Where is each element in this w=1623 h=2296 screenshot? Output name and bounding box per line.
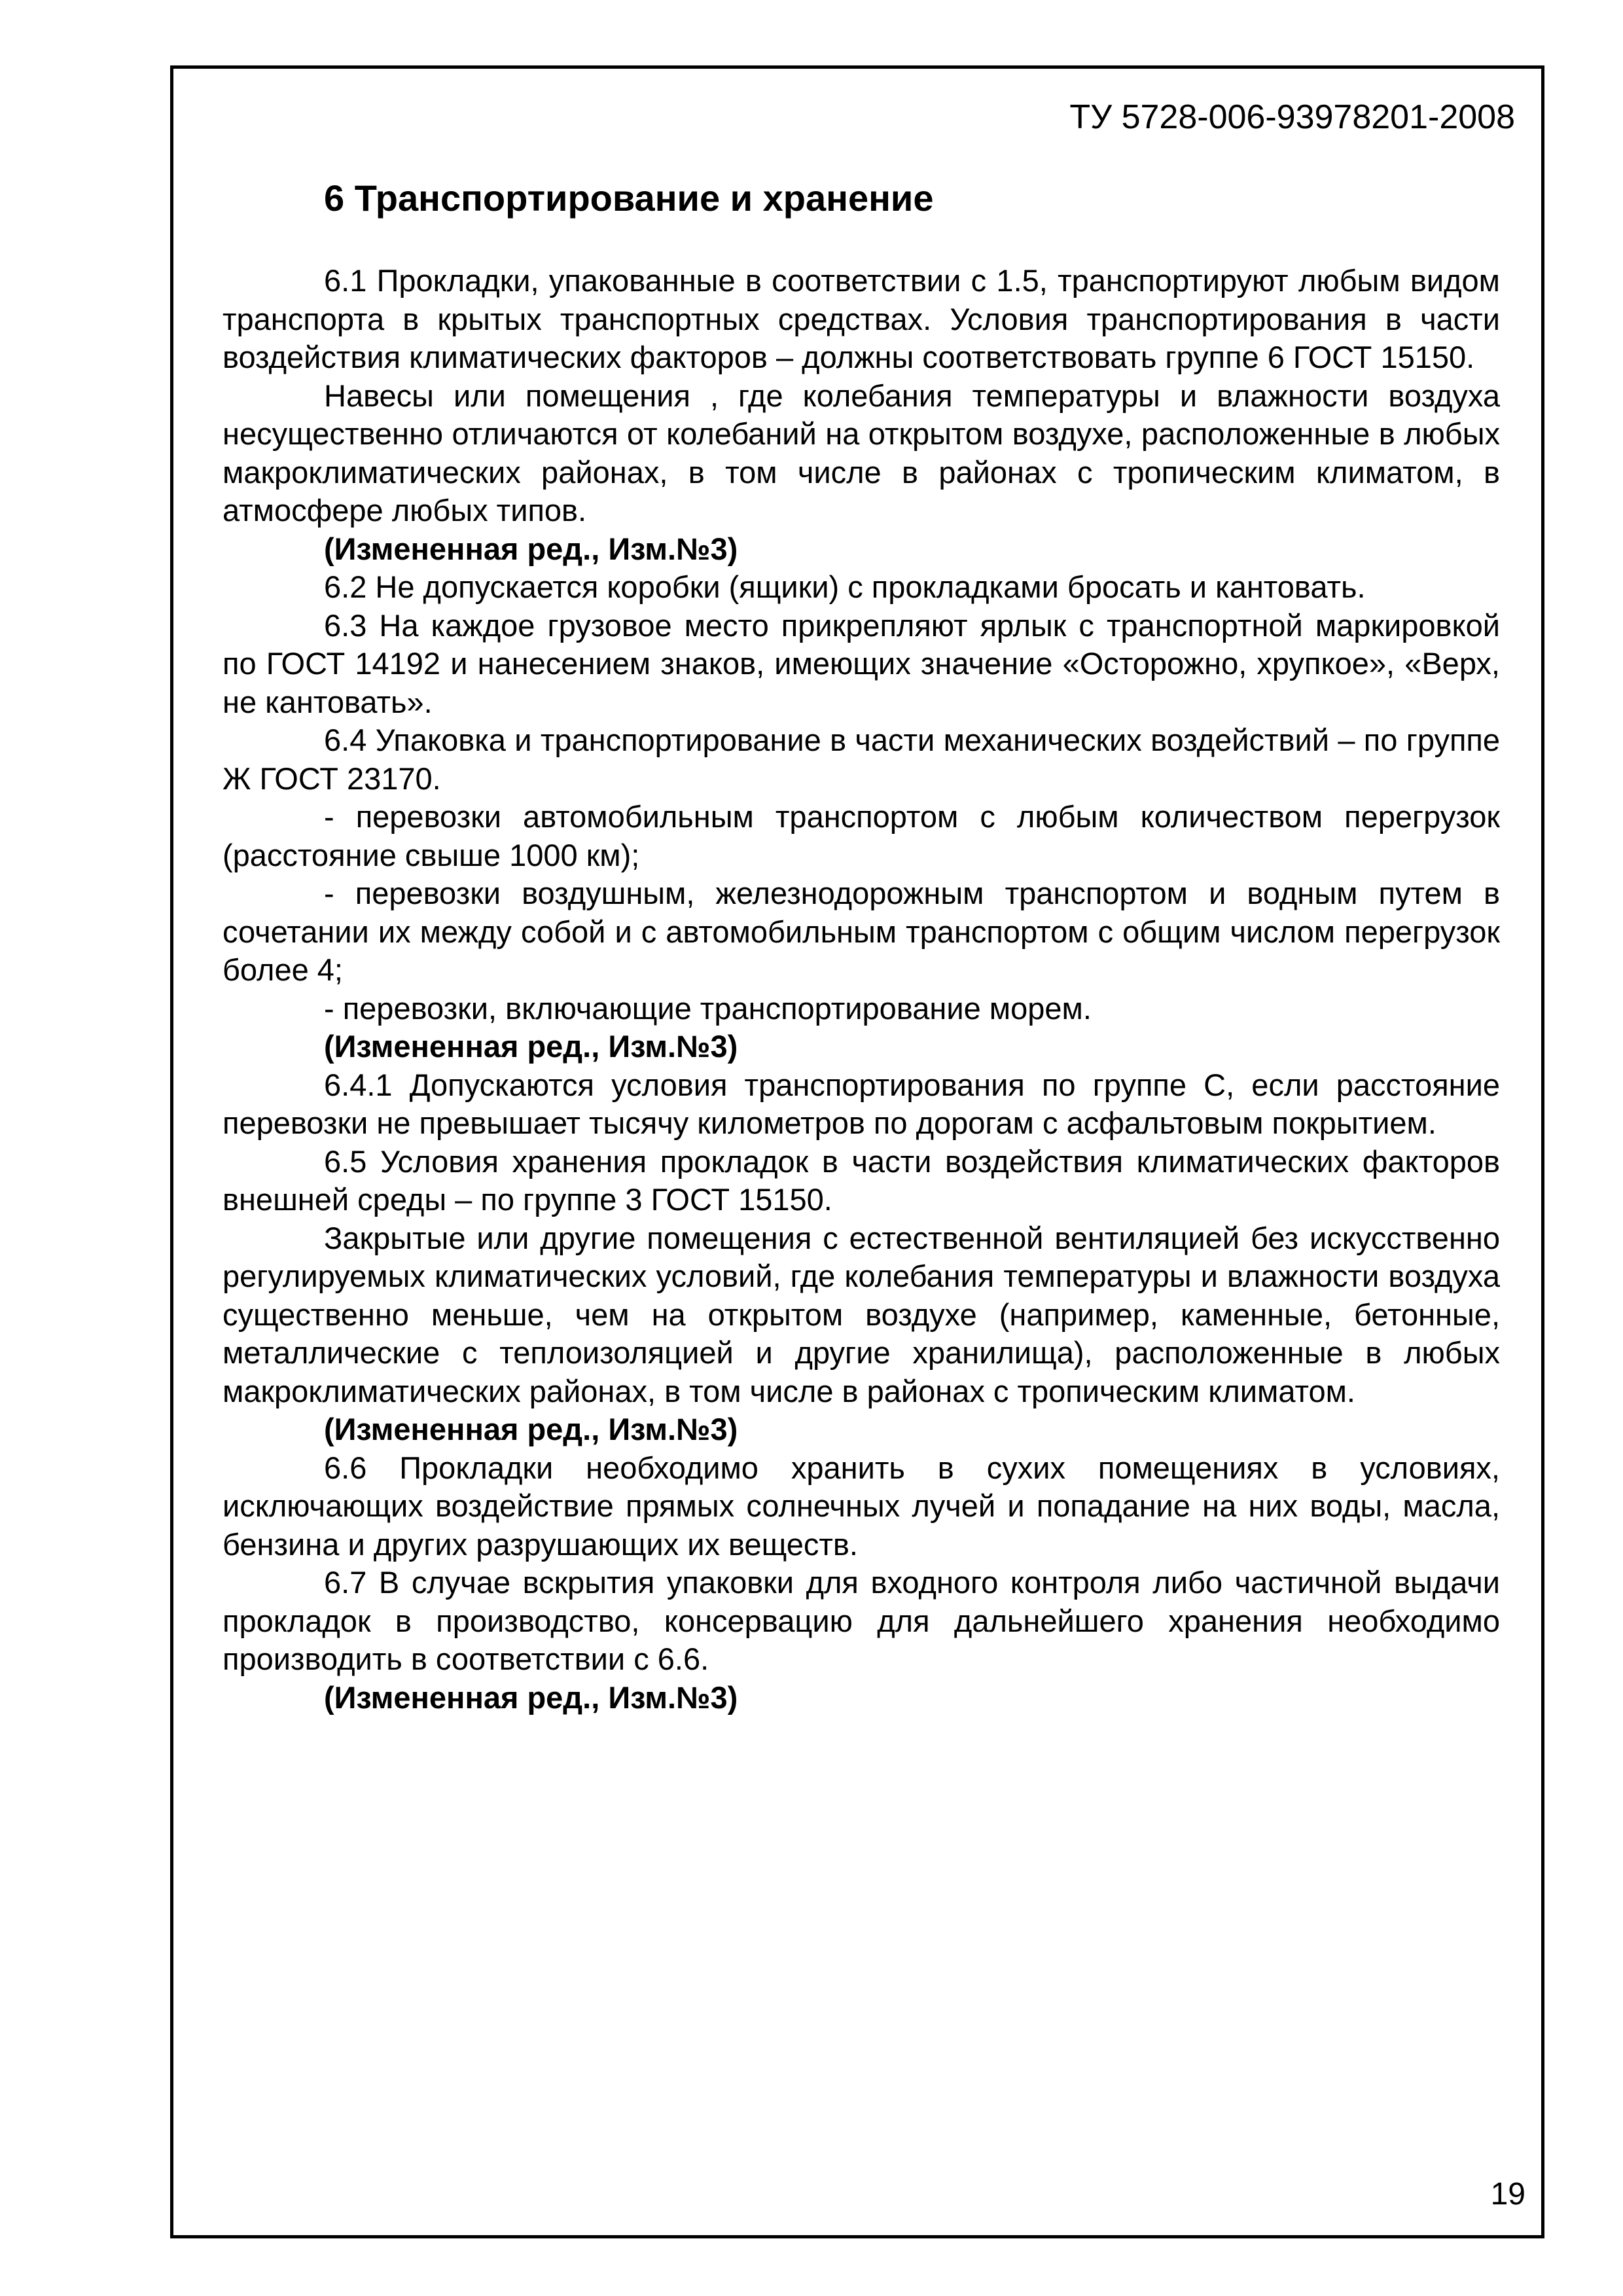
paragraph-6-7: 6.7 В случае вскрытия упаковки для входного контроля либо частичной выдачи прокладок в производство, консервацию для дальнейшего хранения необходимо производить в соответствии с 6.6. [223,1565,1500,1676]
document-code: ТУ 5728-006-93978201-2008 [1069,98,1515,136]
amendment-note: (Измененная ред., Изм.№3) [324,531,738,566]
section-body [223,262,1500,1717]
paragraph-6-4: 6.4 Упаковка и транспортирование в части механических воздействий – по группе Ж ГОСТ 23170. [223,723,1500,796]
paragraph-6-5-premises: Закрытые или другие помещения с естественной вентиляцией без искусственно регулируемых климатических условий, где колебания температуры и влажности воздуха существенно меньше, чем на открытом воздухе (например, каменные, бетонные, металлические с теплоизоляцией и другие хранилища), расположенные в любых макроклиматических районах, в том числе в районах с тропическим климатом. [223,1220,1500,1408]
paragraph-6-6: 6.6 Прокладки необходимо хранить в сухих помещениях в условиях, исключающих воздействие прямых солнечных лучей и попадание на них воды, масла, бензина и других разрушающих их веществ. [223,1450,1500,1562]
section-title: 6 Транспортирование и хранение [324,177,934,219]
paragraph-6-4-1: 6.4.1 Допускаются условия транспортирования по группе С, если расстояние перевозки не превышает тысячу километров по дорогам с асфальтовым покрытием. [223,1067,1500,1140]
list-item: - перевозки, включающие транспортирование морем. [324,990,1092,1026]
list-item: - перевозки воздушным, железнодорожным транспортом и водным путем в сочетании их между собой и с автомобильным транспортом с общим числом перегрузок более 4; [223,876,1500,987]
paragraph-6-3: 6.3 На каждое грузовое место прикрепляют ярлык с транспортной маркировкой по ГОСТ 14192 и нанесением знаков, имеющих значение «Осторожно, хрупкое», «Верх, не кантовать». [223,607,1500,719]
paragraph-6-1-shelters: Навесы или помещения , где колебания температуры и влажности воздуха несущественно отличаются от колебаний на открытом воздухе, расположенные в любых макроклиматических районах, в том числе в районах с тропическим климатом, в атмосфере любых типов. [223,378,1500,528]
list-item: - перевозки автомобильным транспортом с любым количеством перегрузок (расстояние свыше 1000 км); [223,799,1500,872]
amendment-note: (Измененная ред., Изм.№3) [324,1412,738,1446]
amendment-note: (Измененная ред., Изм.№3) [324,1029,738,1064]
page-frame [170,65,1544,2238]
paragraph-6-5: 6.5 Условия хранения прокладок в части воздействия климатических факторов внешней среды – по группе 3 ГОСТ 15150. [223,1143,1500,1217]
paragraph-6-1: 6.1 Прокладки, упакованные в соответствии с 1.5, транспортируют любым видом транспорта в крытых транспортных средствах. Условия транспортирования в части воздействия климатических факторов – должны соответствовать группе 6 ГОСТ 15150. [223,263,1500,374]
page-number: 19 [1490,2177,1525,2212]
paragraph-6-2: 6.2 Не допускается коробки (ящики) с прокладками бросать и кантовать. [324,569,1366,604]
amendment-note: (Измененная ред., Изм.№3) [324,1679,738,1715]
